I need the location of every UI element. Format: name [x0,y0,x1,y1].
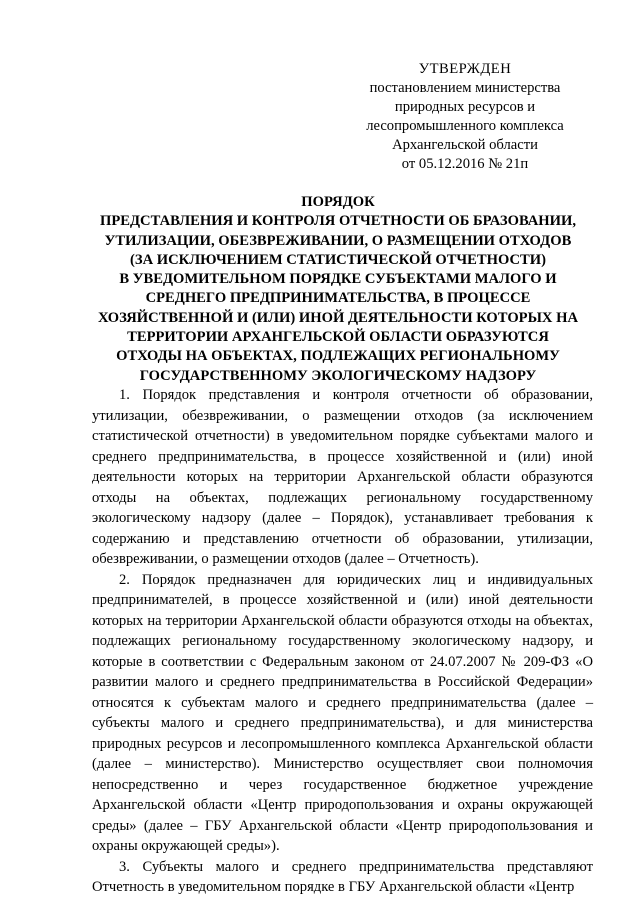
approval-block [350,60,580,174]
approval-line: от 05.12.2016 № 21п [401,156,529,172]
approval-line: природных ресурсов и [394,99,536,115]
approval-line: Архангельской области [392,137,538,153]
title-line: ПОРЯДОК [301,194,375,210]
title-line: ОТХОДЫ НА ОБЪЕКТАХ, ПОДЛЕЖАЩИХ РЕГИОНАЛЬНОМУ [116,348,560,365]
approval-line: лесопромышленного комплекса [366,118,564,134]
paragraph-1: 1. Порядок представления и контроля отчетности об образовании, утилизации, обезвреживании, о размещении отходов (за исключением статистической отчетности) в уведомительном порядке субъектами малого и среднего предпринимательства, в процессе хозяйственной и (или) иной деятельности которых на территории Архангельской области образуются отходы на объектах, подлежащих региональному государственному экологическому надзору (далее – Порядок), устанавливает требования к содержанию и представлению отчетности об образовании, утилизации, обезвреживании, о размещении отходов (далее – Отчетность). [92,387,593,567]
approval-stamp: УТВЕРЖДЕН [418,61,512,77]
title-line: ТЕРРИТОРИИ АРХАНГЕЛЬСКОЙ ОБЛАСТИ ОБРАЗУЮТСЯ [127,329,549,346]
document-body [92,385,593,898]
title-line: УТИЛИЗАЦИИ, ОБЕЗВРЕЖИВАНИИ, О РАЗМЕЩЕНИИ ОТХОДОВ [104,232,572,249]
paragraph-3: 3. Субъекты малого и среднего предпринимательства представляют Отчетность в уведомительном порядке в ГБУ Архангельской области «Центр [92,858,593,895]
paragraph-2: 2. Порядок предназначен для юридических лиц и индивидуальных предпринимателей, в процессе хозяйственной и (или) иной деятельности которых на территории Архангельской области образуются отходы на объектах, подлежащих региональному государственному экологическому надзору, и которые в соответствии с Федеральным законом от 24.07.2007 № 209-ФЗ «О развитии малого и среднего предпринимательства в Российской Федерации» относятся к субъектам малого и среднего предпринимательства (далее – субъекты малого и среднего предпринимательства), и для министерства природных ресурсов и лесопромышленного комплекса Архангельской области (далее – министерство). Министерство осуществляет свои полномочия непосредственно и через государственное бюджетное учреждение Архангельской области «Центр природопользования и охраны окружающей среды» (далее – ГБУ Архангельской области «Центр природопользования и охраны окружающей среды»). [92,571,593,854]
document-title [78,193,598,386]
approval-line: постановлением министерства [369,80,561,96]
title-line: (ЗА ИСКЛЮЧЕНИЕМ СТАТИСТИЧЕСКОЙ ОТЧЕТНОСТИ) [130,251,546,268]
title-line: В УВЕДОМИТЕЛЬНОМ ПОРЯДКЕ СУБЪЕКТАМИ МАЛОГО И [119,271,557,288]
title-line: ГОСУДАРСТВЕННОМУ ЭКОЛОГИЧЕСКОМУ НАДЗОРУ [139,367,537,384]
title-line: ХОЗЯЙСТВЕННОЙ И (ИЛИ) ИНОЙ ДЕЯТЕЛЬНОСТИ КОТОРЫХ НА [97,309,579,326]
title-line: ПРЕДСТАВЛЕНИЯ И КОНТРОЛЯ ОТЧЕТНОСТИ ОБ БРАЗОВАНИИ, [99,213,577,230]
title-line: СРЕДНЕГО ПРЕДПРИНИМАТЕЛЬСТВА, В ПРОЦЕССЕ [145,290,531,307]
